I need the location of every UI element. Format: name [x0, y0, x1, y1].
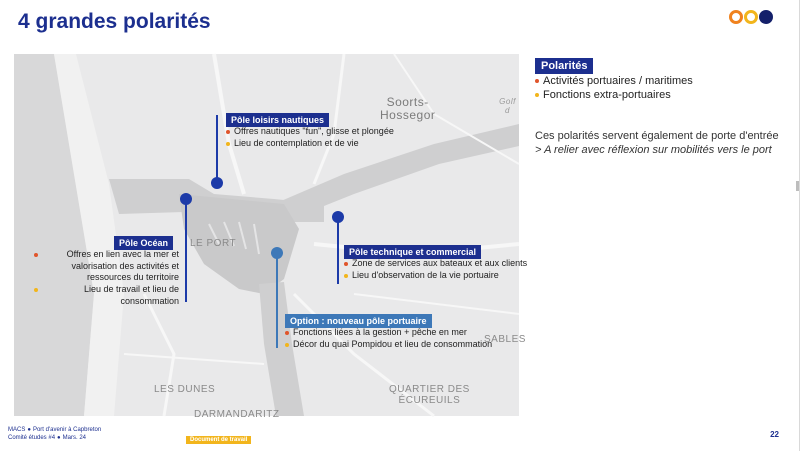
logo-circle-orange	[729, 10, 743, 24]
side-note	[535, 129, 780, 158]
pin-marker-ocean[interactable]	[180, 193, 192, 205]
list-item: Fonctions liées à la gestion + pêche en mer	[285, 327, 521, 339]
activity-dot-icon	[344, 262, 348, 266]
pin-marker-loisirs[interactable]	[211, 177, 223, 189]
list-item: Lieu de travail et lieu de consommation	[34, 284, 179, 307]
bullets-pole-option	[285, 327, 521, 350]
activity-dot-icon	[285, 331, 289, 335]
map-label-golf: Golf d	[499, 97, 516, 115]
activity-dot-icon	[34, 253, 38, 257]
legend	[535, 74, 693, 103]
legend-item: Fonctions extra-portuaires	[535, 88, 693, 102]
map-label-quartier: QUARTIER DES ÉCUREUILS	[389, 384, 470, 406]
map-label-soorts: Soorts- Hossegor	[380, 95, 436, 123]
tag-pole-ocean: Pôle Océan	[114, 236, 173, 250]
tag-pole-loisirs: Pôle loisirs nautiques	[226, 113, 329, 127]
port-map	[14, 54, 526, 420]
pin-line-loisirs	[216, 115, 218, 183]
function-dot-icon	[34, 288, 38, 292]
logo-circle-navy	[759, 10, 773, 24]
brand-logo	[729, 10, 775, 26]
map-label-sables: SABLES	[484, 334, 526, 345]
list-item: Offres en lien avec la mer et valorisation des activités et ressources du territoire	[34, 249, 179, 284]
legend-item: Activités portuaires / maritimes	[535, 74, 693, 88]
pin-line-option	[276, 256, 278, 348]
list-item: Décor du quai Pompidou et lieu de consommation	[285, 339, 521, 351]
list-item: Lieu d'observation de la vie portuaire	[344, 270, 544, 282]
legend-title: Polarités	[535, 58, 593, 74]
footer-org: MACS	[8, 427, 26, 433]
map-label-bottom: DARMANDARITZ	[194, 409, 280, 420]
pin-line-technique	[337, 218, 339, 284]
activity-dot-icon	[226, 130, 230, 134]
footer-committee: Comité études #4	[8, 435, 56, 442]
tag-pole-option: Option : nouveau pôle portuaire	[285, 314, 432, 328]
function-dot-icon	[535, 93, 539, 97]
function-dot-icon	[344, 274, 348, 278]
tag-pole-technique: Pôle technique et commercial	[344, 245, 481, 259]
list-item: Zone de services aux bateaux et aux clients	[344, 258, 544, 270]
page-number: 22	[770, 430, 779, 439]
footer: MACS ● Port d'avenir à Capbreton Comité études #4 ● Mars. 24	[8, 427, 102, 442]
pin-marker-technique[interactable]	[332, 211, 344, 223]
side-note-text: Ces polarités servent également de porte d'entrée	[535, 130, 779, 142]
list-item: Offres nautiques "fun", glisse et plongée	[226, 126, 406, 138]
map-label-les-dunes: LES DUNES	[154, 384, 216, 395]
map-background	[14, 54, 519, 416]
list-item: Lieu de contemplation et de vie	[226, 138, 406, 150]
scrollbar-thumb[interactable]	[796, 181, 799, 191]
bullets-pole-loisirs	[226, 126, 406, 149]
map-label-le-port: LE PORT	[190, 238, 237, 249]
status-badge: Document de travail	[186, 436, 251, 444]
pin-marker-option[interactable]	[271, 247, 283, 259]
bullets-pole-technique	[344, 258, 544, 281]
pin-line-ocean	[185, 198, 187, 302]
bullets-pole-ocean	[34, 249, 179, 307]
function-dot-icon	[285, 343, 289, 347]
footer-project: Port d'avenir à Capbreton	[32, 427, 102, 433]
activity-dot-icon	[535, 79, 539, 83]
side-note-emphasis: > A relier avec réflexion sur mobilités vers le port	[535, 144, 772, 157]
footer-date: Mars. 24	[62, 435, 86, 442]
logo-circle-yellow	[744, 10, 758, 24]
page-title: 4 grandes polarités	[18, 10, 211, 33]
function-dot-icon	[226, 142, 230, 146]
